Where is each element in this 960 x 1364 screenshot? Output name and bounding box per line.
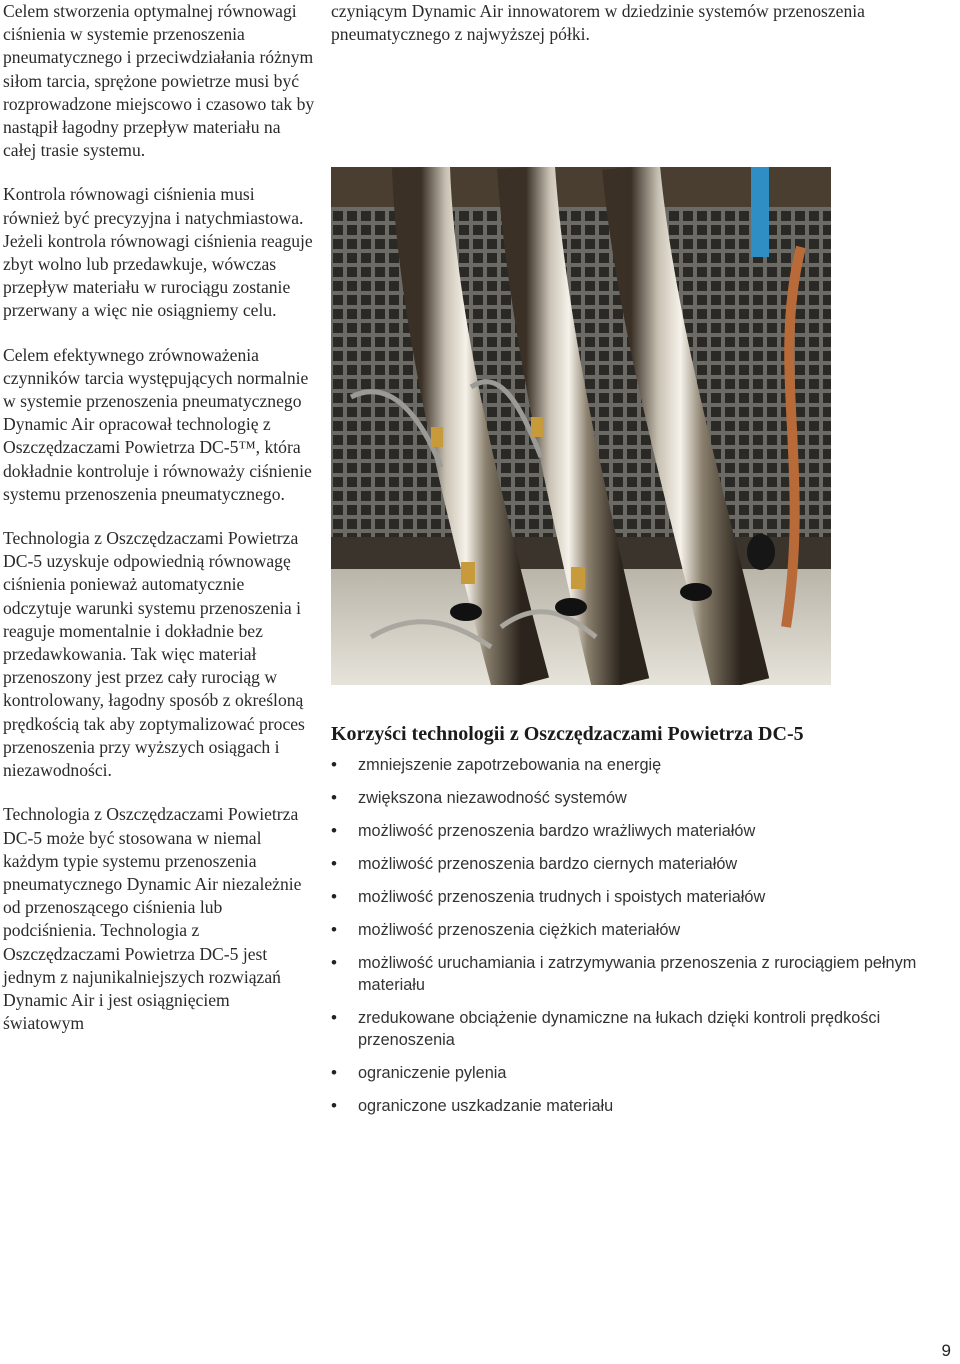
benefit-item (331, 787, 931, 809)
benefit-text: zwiększona niezawodność systemów (358, 789, 627, 807)
bullet-icon: • (331, 821, 337, 840)
bullet-icon: • (331, 788, 337, 807)
paragraph-pressure-control: Kontrola równowagi ciśnienia musi również być precyzyjna i natychmiastowa. Jeżeli kontrola równowagi ciśnienia reaguje zbyt wolno lub przedawkuje, wówczas przepływ materiału w rurociągu zostanie przerwany a więc nie osiągniemy celu. (3, 184, 313, 321)
bullet-icon: • (331, 887, 337, 906)
left-text-column (3, 0, 315, 1056)
pipeline-photo-illustration (331, 167, 831, 685)
benefit-item (331, 919, 931, 941)
bullet-icon: • (331, 1008, 337, 1027)
benefit-item (331, 754, 931, 776)
benefit-item (331, 820, 931, 842)
benefit-text: możliwość przenoszenia ciężkich materiałów (358, 921, 681, 939)
right-column (331, 0, 941, 46)
paragraph-dc5-applications: Technologia z Oszczędzaczami Powietrza DC-5 może być stosowana w niemal każdym typie systemu przenoszenia pneumatycznego Dynamic Air niezależnie od przenoszącego ciśnienia lub podciśnienia. Technologia z Oszczędzaczami Powietrza DC-5 jest jednym z najunikalniejszych rozwiązań Dynamic Air i jest osiągnięciem światowym (3, 804, 302, 1034)
benefit-text: możliwość przenoszenia bardzo wrażliwych materiałów (358, 822, 756, 840)
benefits-list (331, 754, 931, 1128)
benefit-item (331, 886, 931, 908)
bullet-icon: • (331, 953, 337, 972)
bullet-icon: • (331, 854, 337, 873)
benefit-item (331, 952, 931, 996)
bullet-icon: • (331, 1096, 337, 1115)
benefit-text: zredukowane obciążenie dynamiczne na łukach dzięki kontroli prędkości przenoszenia (358, 1009, 881, 1049)
benefit-item (331, 1095, 931, 1117)
intro-continuation: czyniącym Dynamic Air innowatorem w dziedzinie systemów przenoszenia pneumatycznego z najwyższej półki. (331, 1, 865, 45)
paragraph-pressure-balance: Celem stworzenia optymalnej równowagi ciśnienia w systemie przenoszenia pneumatycznego i przeciwdziałania różnym siłom tarcia, sprężone powietrze musi być rozprowadzone miejscowo i czasowo tak by nastąpił łagodny przepływ materiału na całej trasie systemu. (3, 1, 315, 161)
benefit-text: możliwość uruchamiania i zatrzymywania przenoszenia z rurociągiem pełnym materiału (358, 954, 917, 994)
benefit-item (331, 1062, 931, 1084)
benefit-text: ograniczenie pylenia (358, 1064, 507, 1082)
paragraph-dc5-balance: Technologia z Oszczędzaczami Powietrza DC-5 uzyskuje odpowiednią równowagę ciśnienia ponieważ automatycznie odczytuje warunki systemu przenoszenia i reaguje momentalnie i dokładnie bez przedawkowania. Tak więc materiał przenoszony jest przez cały rurociąg w kontrolowany, łagodny sposób z określoną prędkością tak aby zoptymalizować proces przenoszenia przy wyższych osiągach i niezawodności. (3, 528, 305, 781)
benefit-text: możliwość przenoszenia trudnych i spoistych materiałów (358, 888, 766, 906)
benefit-text: ograniczone uszkadzanie materiału (358, 1097, 614, 1115)
benefit-item (331, 1007, 931, 1051)
benefit-text: zmniejszenie zapotrzebowania na energię (358, 756, 662, 774)
pipeline-photo (331, 167, 831, 685)
benefit-item (331, 853, 931, 875)
paragraph-dc5-technology: Celem efektywnego zrównoważenia czynników tarcia występujących normalnie w systemie przenoszenia pneumatycznego Dynamic Air opracował technologię z Oszczędzaczami Powietrza DC-5™, która dokładnie kontroluje i równoważy ciśnienie systemu przenoszenia pneumatycznego. (3, 344, 312, 504)
page-number: 9 (941, 1341, 951, 1360)
bullet-icon: • (331, 1063, 337, 1082)
benefits-heading: Korzyści technologii z Oszczędzaczami Powietrza DC-5 (331, 723, 804, 745)
benefit-text: możliwość przenoszenia bardzo ciernych materiałów (358, 855, 738, 873)
bullet-icon: • (331, 920, 337, 939)
bullet-icon: • (331, 755, 337, 774)
